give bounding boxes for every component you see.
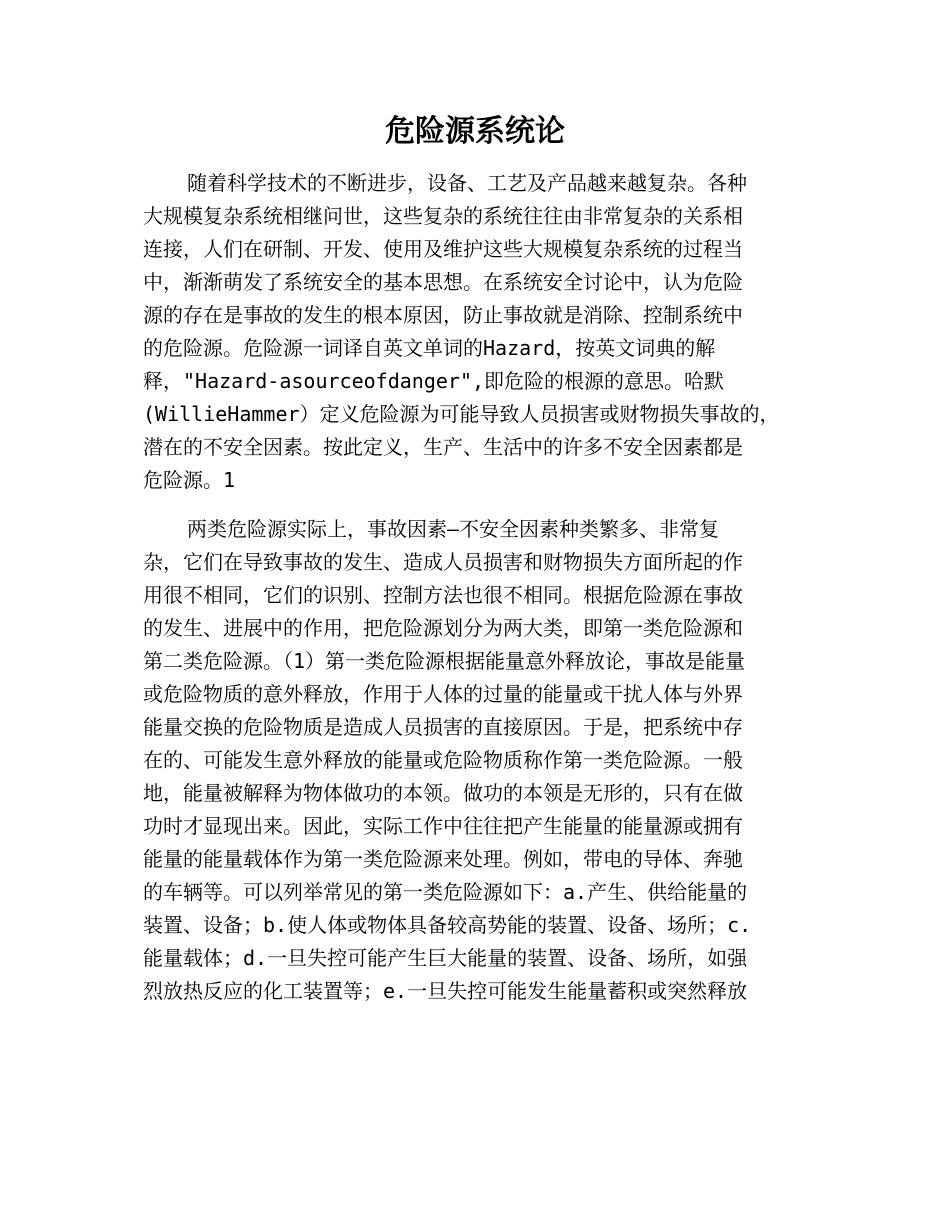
paragraph-line: 杂，它们在导致事故的发生、造成人员损害和财物损失方面所起的作 [143,550,743,574]
document-title: 危险源系统论 [385,114,565,149]
paragraph-line: 随着科学技术的不断进步，设备、工艺及产品越来越复杂。各种 [187,171,747,195]
paragraph-line: 源的存在是事故的发生的根本原因，防止事故就是消除、控制系统中 [143,303,743,327]
paragraph-line: 两类危险源实际上，事故因素—不安全因素种类繁多、非常复 [187,517,720,541]
paragraph-line: 能量的能量载体作为第一类危险源来处理。例如，带电的导体、奔驰 [143,847,743,871]
paragraph-line: 的危险源。危险源一词译自英文单词的Hazard，按英文词典的解 [143,336,716,360]
paragraph-line: 烈放热反应的化工装置等；e.一旦失控可能发生能量蓄积或突然释放 [143,979,748,1003]
paragraph-1 [143,167,809,497]
paragraph-line: 的车辆等。可以列举常见的第一类危险源如下：a.产生、供给能量的 [143,880,748,904]
paragraph-line: 能量载体；d.一旦失控可能产生巨大能量的装置、设备、场所，如强 [143,946,748,970]
paragraph-line: 大规模复杂系统相继问世，这些复杂的系统往往由非常复杂的关系相 [143,204,743,228]
paragraph-line: 用很不相同，它们的识别、控制方法也很不相同。根据危险源在事故 [143,583,743,607]
paragraph-line: 或危险物质的意外释放，作用于人体的过量的能量或干扰人体与外界 [143,682,743,706]
paragraph-line: 第二类危险源。（1）第一类危险源根据能量意外释放论，事故是能量 [143,649,746,673]
paragraph-line: (WillieHammer）定义危险源为可能导致人员损害或财物损失事故的， [143,402,780,426]
paragraph-line: 装置、设备；b.使人体或物体具备较高势能的装置、设备、场所；c. [143,913,752,937]
paragraph-line: 危险源。1 [143,468,236,492]
paragraph-line: 潜在的不安全因素。按此定义，生产、生活中的许多不安全因素都是 [143,435,743,459]
paragraph-line: 释，"Hazard-asourceofdanger",即危险的根源的意思。哈默 [143,369,725,393]
paragraph-line: 在的、可能发生意外释放的能量或危险物质称作第一类危险源。一般 [143,748,743,772]
paragraph-line: 的发生、进展中的作用，把危险源划分为两大类，即第一类危险源和 [143,616,743,640]
paragraph-2 [143,513,809,1008]
paragraph-line: 地，能量被解释为物体做功的本领。做功的本领是无形的，只有在做 [143,781,743,805]
document-body [143,167,809,1008]
paragraph-line: 连接，人们在研制、开发、使用及维护这些大规模复杂系统的过程当 [143,237,743,261]
paragraph-line: 功时才显现出来。因此，实际工作中往往把产生能量的能量源或拥有 [143,814,743,838]
paragraph-line: 能量交换的危险物质是造成人员损害的直接原因。于是，把系统中存 [143,715,743,739]
paragraph-line: 中，渐渐萌发了系统安全的基本思想。在系统安全讨论中，认为危险 [143,270,743,294]
